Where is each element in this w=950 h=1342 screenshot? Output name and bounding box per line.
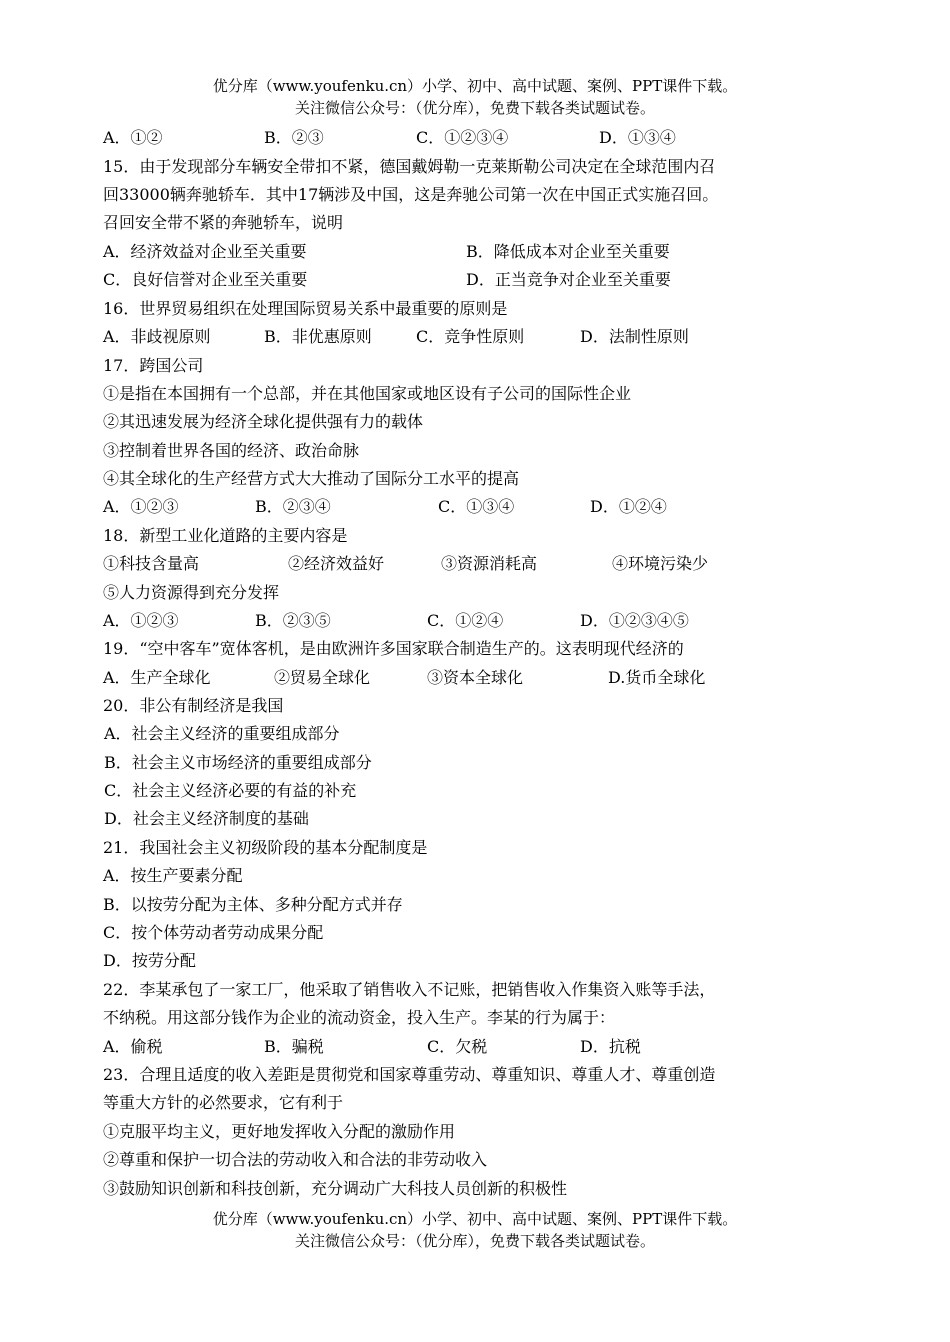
q18-option-b: B．②③⑤ [255, 611, 331, 630]
q14-option-c: C．①②③④ [416, 128, 509, 147]
q20-option-c: C．社会主义经济必要的有益的补充 [104, 781, 357, 800]
q18-item-5: ⑤人力资源得到充分发挥 [103, 583, 280, 602]
q23-stem-line-2: 等重大方针的必然要求，它有利于 [103, 1093, 344, 1112]
q15-stem-line-1: 15．由于发现部分车辆安全带扣不紧，德国戴姆勒一克莱斯勒公司决定在全球范围内召 [103, 157, 716, 176]
q19-option-3: ③资本全球化 [427, 668, 524, 687]
q17-option-d: D．①②④ [590, 497, 667, 516]
q17-option-a: A．①②③ [103, 497, 179, 516]
q22-option-a: A．偷税 [103, 1037, 163, 1056]
q15-option-a: A．经济效益对企业至关重要 [103, 242, 307, 261]
header-line-1: 优分库（www.youfenku.cn）小学、初中、高中试题、案例、PPT课件下载。 [212, 77, 738, 95]
q17-option-b: B．②③④ [255, 497, 331, 516]
q22-option-b: B．骗税 [264, 1037, 324, 1056]
q21-option-c: C．按个体劳动者劳动成果分配 [103, 923, 324, 942]
q16-option-d: D．法制性原则 [580, 327, 689, 346]
q14-option-b: B．②③ [264, 128, 324, 147]
q18-option-d: D．①②③④⑤ [580, 611, 689, 630]
q15-option-c: C．良好信誉对企业至关重要 [103, 270, 308, 289]
q14-option-a: A．①② [103, 128, 163, 147]
q18-item-3: ③资源消耗高 [441, 554, 538, 573]
q17-stem: 17．跨国公司 [103, 356, 204, 375]
q18-item-1: ①科技含量高 [103, 554, 200, 573]
q16-option-b: B．非优惠原则 [264, 327, 372, 346]
footer-line-2: 关注微信公众号：（优分库），免费下载各类试题试卷。 [294, 1232, 655, 1250]
q19-stem: 19．“空中客车”宽体客机，是由欧洲许多国家联合制造生产的。这表明现代经济的 [103, 639, 684, 658]
q22-option-d: D．抗税 [580, 1037, 641, 1056]
q22-stem-line-2: 不纳税。用这部分钱作为企业的流动资金，投入生产。李某的行为属于： [103, 1008, 616, 1027]
q20-option-b: B．社会主义市场经济的重要组成部分 [104, 753, 372, 772]
q21-option-b: B．以按劳分配为主体、多种分配方式并存 [103, 895, 403, 914]
q18-item-2: ②经济效益好 [288, 554, 385, 573]
q18-stem: 18．新型工业化道路的主要内容是 [103, 526, 348, 545]
q17-item-2: ②其迅速发展为经济全球化提供强有力的载体 [103, 412, 424, 431]
q16-stem: 16．世界贸易组织在处理国际贸易关系中最重要的原则是 [103, 299, 508, 318]
q18-option-a: A．①②③ [103, 611, 179, 630]
q20-stem: 20．非公有制经济是我国 [103, 696, 284, 715]
q15-stem-line-2: 回33000辆奔驰轿车．其中17辆涉及中国，这是奔驰公司第一次在中国正式实施召回。 [103, 185, 719, 204]
q17-item-4: ④其全球化的生产经营方式大大推动了国际分工水平的提高 [103, 469, 520, 488]
q23-item-3: ③鼓励知识创新和科技创新，充分调动广大科技人员创新的积极性 [103, 1179, 568, 1198]
q19-option-d: D.货币全球化 [608, 668, 706, 687]
q19-option-2: ②贸易全球化 [274, 668, 371, 687]
q18-item-4: ④环境污染少 [612, 554, 709, 573]
q23-item-1: ①克服平均主义，更好地发挥收入分配的激励作用 [103, 1122, 456, 1141]
q15-stem-line-3: 召回安全带不紧的奔驰轿车，说明 [103, 213, 344, 232]
q15-option-d: D．正当竞争对企业至关重要 [466, 270, 671, 289]
q14-option-d: D．①③④ [599, 128, 676, 147]
q22-stem-line-1: 22．李某承包了一家工厂，他采取了销售收入不记账，把销售收入作集资入账等手法， [103, 980, 716, 999]
q22-option-c: C．欠税 [427, 1037, 488, 1056]
q17-item-1: ①是指在本国拥有一个总部，并在其他国家或地区设有子公司的国际性企业 [103, 384, 632, 403]
q16-option-a: A．非歧视原则 [103, 327, 211, 346]
q21-stem: 21．我国社会主义初级阶段的基本分配制度是 [103, 838, 428, 857]
q21-option-a: A．按生产要素分配 [103, 866, 243, 885]
footer-line-1: 优分库（www.youfenku.cn）小学、初中、高中试题、案例、PPT课件下载。 [212, 1210, 738, 1228]
q21-option-d: D．按劳分配 [103, 951, 196, 970]
q16-option-c: C．竞争性原则 [416, 327, 525, 346]
q20-option-a: A．社会主义经济的重要组成部分 [104, 724, 340, 743]
q17-item-3: ③控制着世界各国的经济、政治命脉 [103, 441, 360, 460]
q17-option-c: C．①③④ [438, 497, 515, 516]
q18-option-c: C．①②④ [427, 611, 504, 630]
q20-option-d: D．社会主义经济制度的基础 [104, 809, 309, 828]
q23-item-2: ②尊重和保护一切合法的劳动收入和合法的非劳动收入 [103, 1150, 488, 1169]
q19-option-a: A．生产全球化 [103, 668, 211, 687]
q15-option-b: B．降低成本对企业至关重要 [466, 242, 670, 261]
q23-stem-line-1: 23．合理且适度的收入差距是贯彻党和国家尊重劳动、尊重知识、尊重人才、尊重创造 [103, 1065, 716, 1084]
header-line-2: 关注微信公众号：（优分库），免费下载各类试题试卷。 [294, 99, 655, 117]
